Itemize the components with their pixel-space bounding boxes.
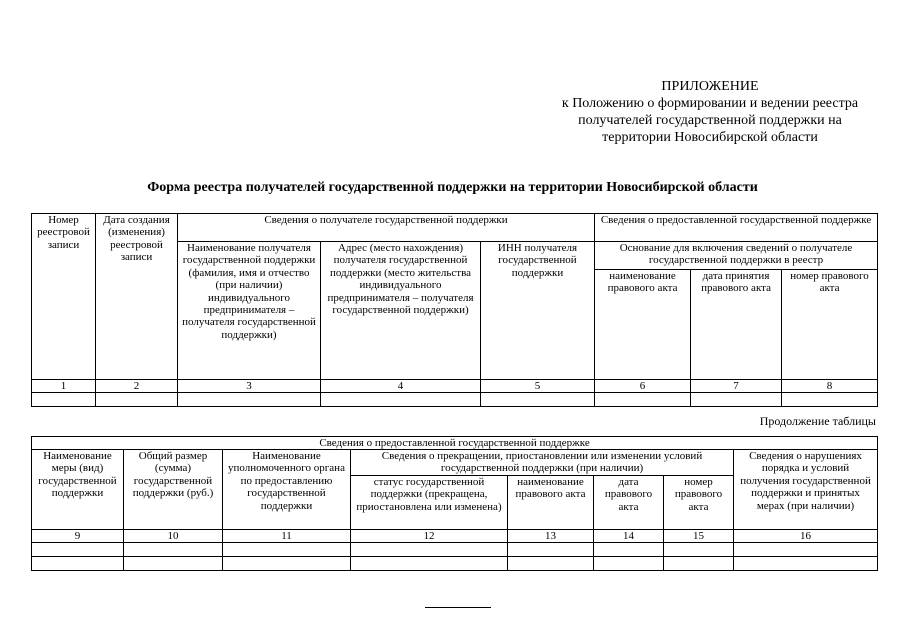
header-authority: Наименование уполномоченного органа по предоставлению государственной поддержки [223,450,351,530]
column-number: 15 [664,530,734,543]
header-recipient-address: Адрес (место нахождения) получателя государственной поддержки (место жительства индивидуального предпринимателя – получателя государственной поддержки) [321,242,481,380]
column-number: 8 [782,380,878,393]
empty-cell[interactable] [594,557,664,571]
footer-divider [425,607,491,608]
appendix-header [520,78,900,146]
column-number: 5 [481,380,595,393]
column-number: 2 [96,380,178,393]
empty-cell[interactable] [595,393,691,407]
appendix-line-2: получателей государственной поддержки на [578,113,842,128]
column-number: 7 [691,380,782,393]
column-number: 9 [32,530,124,543]
empty-cell[interactable] [223,557,351,571]
empty-cell[interactable] [351,543,508,557]
header-recipient-name: Наименование получателя государственной поддержки (фамилия, имя и отчество (при наличии) индивидуального предпринимателя – получателя государственной поддержки) [178,242,321,380]
header-status: статус государственной поддержки (прекращена, приостановлена или изменена) [351,476,508,530]
empty-cell[interactable] [481,393,595,407]
empty-cell[interactable] [32,393,96,407]
header-act-name: наименование правового акта [595,270,691,380]
empty-cell[interactable] [594,543,664,557]
registry-table-part-2 [31,436,878,571]
header-support-group: Сведения о предоставленной государственной поддержке [595,214,878,242]
registry-table-part-1 [31,213,878,407]
appendix-line-1: к Положению о формировании и ведении реестра [561,96,859,111]
appendix-title: ПРИЛОЖЕНИЕ [661,79,759,94]
header-act-name-2: наименование правового акта [508,476,594,530]
column-number: 4 [321,380,481,393]
empty-cell[interactable] [223,543,351,557]
column-number: 12 [351,530,508,543]
header-record-date: Дата создания (изменения) реестровой записи [96,214,178,380]
column-number: 1 [32,380,96,393]
header-amount: Общий размер (сумма) государственной поддержки (руб.) [124,450,223,530]
column-number: 11 [223,530,351,543]
header-act-date-2: дата правового акта [594,476,664,530]
column-number: 3 [178,380,321,393]
table-row [32,543,878,557]
empty-cell[interactable] [178,393,321,407]
empty-cell[interactable] [321,393,481,407]
column-number: 6 [595,380,691,393]
empty-cell[interactable] [664,557,734,571]
header-termination-group: Сведения о прекращении, приостановлении или изменении условий государственной поддержки (при наличии) [351,450,734,476]
header-act-date: дата принятия правового акта [691,270,782,380]
table-row [32,557,878,571]
empty-cell[interactable] [734,557,878,571]
table-row [32,393,878,407]
appendix-line-3: территории Новосибирской области [602,130,818,145]
header-act-number: номер правового акта [782,270,878,380]
header-recipient-inn: ИНН получателя государственной поддержки [481,242,595,380]
header-violations: Сведения о нарушениях порядка и условий получения государственной поддержки и принятых мерах (при наличии) [734,450,878,530]
empty-cell[interactable] [664,543,734,557]
empty-cell[interactable] [508,557,594,571]
header-basis-group: Основание для включения сведений о получателе государственной поддержки в реестр [595,242,878,270]
column-number: 16 [734,530,878,543]
header-measure: Наименование меры (вид) государственной поддержки [32,450,124,530]
empty-cell[interactable] [124,543,223,557]
empty-cell[interactable] [691,393,782,407]
empty-cell[interactable] [32,557,124,571]
header-act-number-2: номер правового акта [664,476,734,530]
empty-cell[interactable] [782,393,878,407]
empty-cell[interactable] [96,393,178,407]
column-number: 14 [594,530,664,543]
header-record-number: Номер реестровой записи [32,214,96,380]
continuation-label: Продолжение таблицы [759,414,876,428]
column-number: 10 [124,530,223,543]
header-recipient-group: Сведения о получателе государственной поддержки [178,214,595,242]
empty-cell[interactable] [351,557,508,571]
column-number: 13 [508,530,594,543]
empty-cell[interactable] [508,543,594,557]
empty-cell[interactable] [32,543,124,557]
empty-cell[interactable] [734,543,878,557]
empty-cell[interactable] [124,557,223,571]
header-support-group-2: Сведения о предоставленной государственной поддержке [32,437,878,450]
form-title: Форма реестра получателей государственной поддержки на территории Новосибирской области [147,180,758,195]
